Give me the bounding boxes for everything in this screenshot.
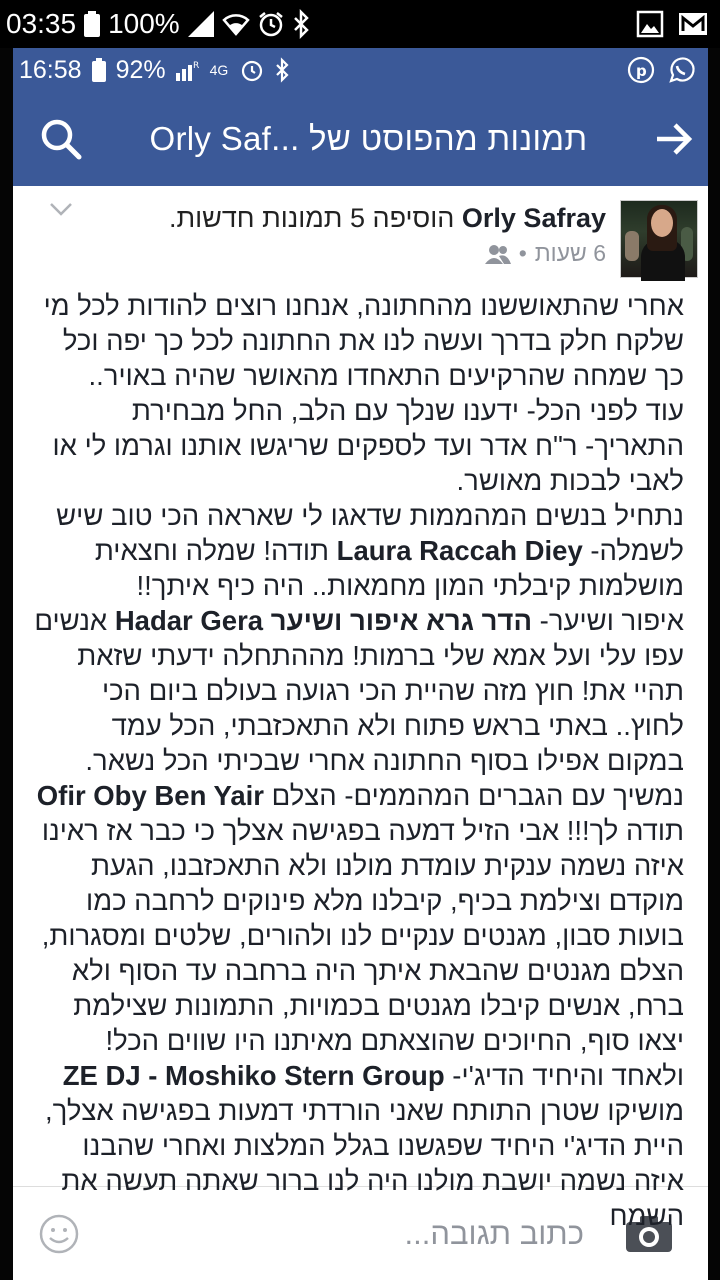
signal-icon	[176, 59, 200, 81]
screenshot-frame	[0, 48, 720, 1280]
mention-link[interactable]: הדר גרא איפור ושיער Hadar Gera	[114, 605, 533, 636]
post-text-segment: אחרי שהתאוששנו מהחתונה, אנחנו רוצים להודות לכל מי שלקח חלק בדרך ועשה לנו את החתונה לכל כך יפה וכל כך שמחה שהרקיעים התאחדו מהאושר שהיה באויר..	[43, 290, 684, 391]
bluetooth-icon	[292, 10, 310, 38]
network-type: 4G	[209, 62, 229, 78]
comment-input[interactable]: כתוב תגובה...	[404, 1215, 584, 1251]
post-text-segment: נמשיך עם הגברים המהממים- הצלם	[263, 780, 684, 811]
image-icon	[636, 10, 664, 38]
post-action: הוסיפה 5 תמונות חדשות.	[168, 203, 455, 233]
pinterest-icon	[628, 57, 654, 83]
post-text-segment: איפור ושיער-	[532, 605, 684, 636]
wifi-icon	[222, 12, 250, 36]
battery-percent: 100%	[108, 8, 180, 39]
mention-link[interactable]: Ofir Oby Ben Yair	[36, 780, 264, 811]
arrow-right-icon[interactable]	[654, 122, 694, 156]
post-paragraph	[31, 288, 684, 393]
post-text-segment: מושיקו שטרן התותח שאני הורדתי דמעות בפגישה אצלך, היית הדיג'י היחיד שפגשנו בגלל המלצות ואחרי שהבנו איזה נשמה יושבת מולנו היה לנו ברור שאתה תעשה את השמח	[45, 1095, 684, 1231]
alarm-icon	[258, 11, 284, 37]
inner-status-bar	[13, 48, 708, 92]
page-title: תמונות מהפוסט של ...Orly Saf	[149, 120, 588, 157]
post-text-segment: עוד לפני הכל- ידענו שנלך עם הלב, החל מבחירת התאריך- ר"ח אדר ועד לספקים שריגשו אותנו וגרמו לי או לאבי לבכות מאושר.	[52, 395, 684, 496]
inner-battery-percent: 92%	[115, 55, 166, 84]
post-paragraph	[31, 603, 684, 778]
post-text-segment: נתחיל בנשים המהממות שדאגו לי שאראה הכי טוב שיש לשמלה-	[56, 500, 684, 566]
post-text	[13, 282, 708, 1233]
post-text-segment: תודה לך!!! אבי הזיל דמעה בפגישה אצלך כי כבר אז ראינו איזה נשמה ענקית עומדת מולנו ולא התאכזבנו, הגעת מוקדם וצילמת בכיף, קיבלנו מלא פינוקים לרחבה כמו בועות סבון, מגנטים ענקיים לנו ולהורים, שלטים ומסגרות, הצלם מגנטים שהבאת איתך היה ברחבה עד הסוף ולא ברח, אנשים קיבלו מגנטים בכמויות, התמונות שצילמת יצאו סוף, החיוכים שהוצאתם מאיתנו היו שווים הכל!	[41, 815, 684, 1056]
post-paragraph	[31, 778, 684, 1058]
post-text-segment: אנשים עפו עלי ועל אמא שלי ברמות! מההתחלה ידעתי שזאת תהיי את! חוץ מזה שהיית הכי רגועה בעולם ביום הכי לחוץ.. באתי בראש פתוח ולא התאכזבתי, הכל עמד במקום אפילו בסוף החתונה אחרי שבכיתי הכל נשאר.	[34, 605, 684, 776]
battery-icon	[84, 11, 100, 37]
status-time: 03:35	[6, 8, 77, 39]
post-content	[13, 186, 708, 1231]
post-time[interactable]: 6 שעות	[534, 240, 606, 266]
svg-text:R: R	[190, 13, 199, 26]
post-text-segment: תודה! שמלה וחצאית מושלמות קיבלתי המון מחמאות.. היה כיף איתך!!	[94, 535, 684, 601]
mention-link[interactable]: ZE DJ - Moshiko Stern Group	[62, 1060, 445, 1091]
post-paragraph	[31, 498, 684, 603]
post-text-segment: ולאחד והיחיד הדיג'י-	[444, 1060, 684, 1091]
post-header	[13, 186, 708, 282]
meta-dot: •	[518, 240, 527, 266]
mention-link[interactable]: Laura Raccah Diey	[336, 535, 583, 566]
post-author-line	[23, 200, 606, 236]
bluetooth-icon	[274, 58, 290, 82]
whatsapp-icon	[668, 57, 694, 83]
app-header	[13, 92, 708, 186]
post-paragraph	[31, 1058, 684, 1233]
inner-status-time: 16:58	[19, 55, 82, 84]
svg-text:p: p	[636, 62, 647, 80]
battery-icon	[92, 58, 106, 82]
alarm-icon	[240, 58, 264, 82]
search-icon[interactable]	[39, 117, 83, 161]
avatar[interactable]	[620, 200, 698, 278]
svg-text:R: R	[192, 61, 199, 71]
signal-icon	[188, 11, 214, 37]
mail-icon	[678, 11, 708, 37]
post-paragraph	[31, 393, 684, 498]
author-name[interactable]: Orly Safray	[461, 203, 606, 233]
friends-icon	[485, 244, 511, 264]
system-status-bar	[0, 0, 720, 48]
chevron-down-icon[interactable]	[49, 202, 73, 216]
post-meta	[23, 240, 606, 267]
